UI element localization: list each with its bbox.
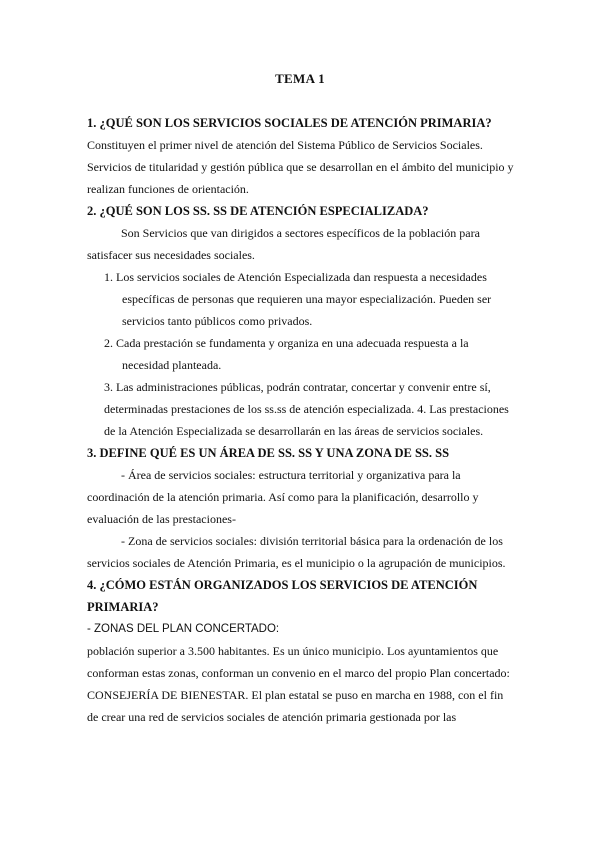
section-3-heading: 3. DEFINE QUÉ ES UN ÁREA DE SS. SS Y UNA ZONA DE SS. SS: [87, 446, 450, 460]
section-2-item-3: 3. Las administraciones públicas, podrán contratar, concertar y convenir entre sí, determinadas prestaciones de los ss.ss de atención especializada. 4. Las prestaciones de la Atención Especializada se desarrollarán en las áreas de servicios sociales.: [104, 380, 509, 438]
section-3-area: - Área de servicios sociales: estructura territorial y organizativa para la coordinación de la atención primaria. Así como para la planificación, desarrollo y evaluación de las prestaciones-: [87, 468, 479, 526]
section-2-intro: Son Servicios que van dirigidos a sectores específicos de la población para satisfacer sus necesidades sociales.: [87, 226, 480, 262]
section-2-heading: 2. ¿QUÉ SON LOS SS. SS DE ATENCIÓN ESPECIALIZADA?: [87, 204, 429, 218]
section-2-item-1: 1. Los servicios sociales de Atención Especializada dan respuesta a necesidades específicas de personas que requieren una mayor especialización. Pueden ser servicios tanto públicos como privados.: [104, 270, 492, 328]
section-1-heading: 1. ¿QUÉ SON LOS SERVICIOS SOCIALES DE ATENCIÓN PRIMARIA?: [87, 116, 492, 130]
section-1-body: Constituyen el primer nivel de atención del Sistema Público de Servicios Sociales. Servicios de titularidad y gestión pública que se desarrollan en el ámbito del municipio y realizan funciones de orientación.: [87, 138, 514, 196]
section-4-body: población superior a 3.500 habitantes. Es un único municipio. Los ayuntamientos que conforman estas zonas, conforman un convenio en el marco del propio Plan concertado: CONSEJERÍA DE BIENESTAR. El plan estatal se puso en marcha en 1988, con el fin de crear una red de servicios sociales de atención primaria gestionada por las: [87, 644, 510, 724]
section-4-subheading: - ZONAS DEL PLAN CONCERTADO:: [87, 623, 280, 635]
document-body: [87, 112, 517, 728]
section-4-heading: 4. ¿CÓMO ESTÁN ORGANIZADOS LOS SERVICIOS DE ATENCIÓN PRIMARIA?: [87, 578, 478, 614]
document-title: TEMA 1: [275, 71, 325, 86]
section-2-item-2: 2. Cada prestación se fundamenta y organiza en una adecuada respuesta a la necesidad planteada.: [104, 336, 469, 372]
section-3-zona: - Zona de servicios sociales: división territorial básica para la ordenación de los servicios sociales de Atención Primaria, es el municipio o la agrupación de municipios.: [87, 534, 506, 570]
